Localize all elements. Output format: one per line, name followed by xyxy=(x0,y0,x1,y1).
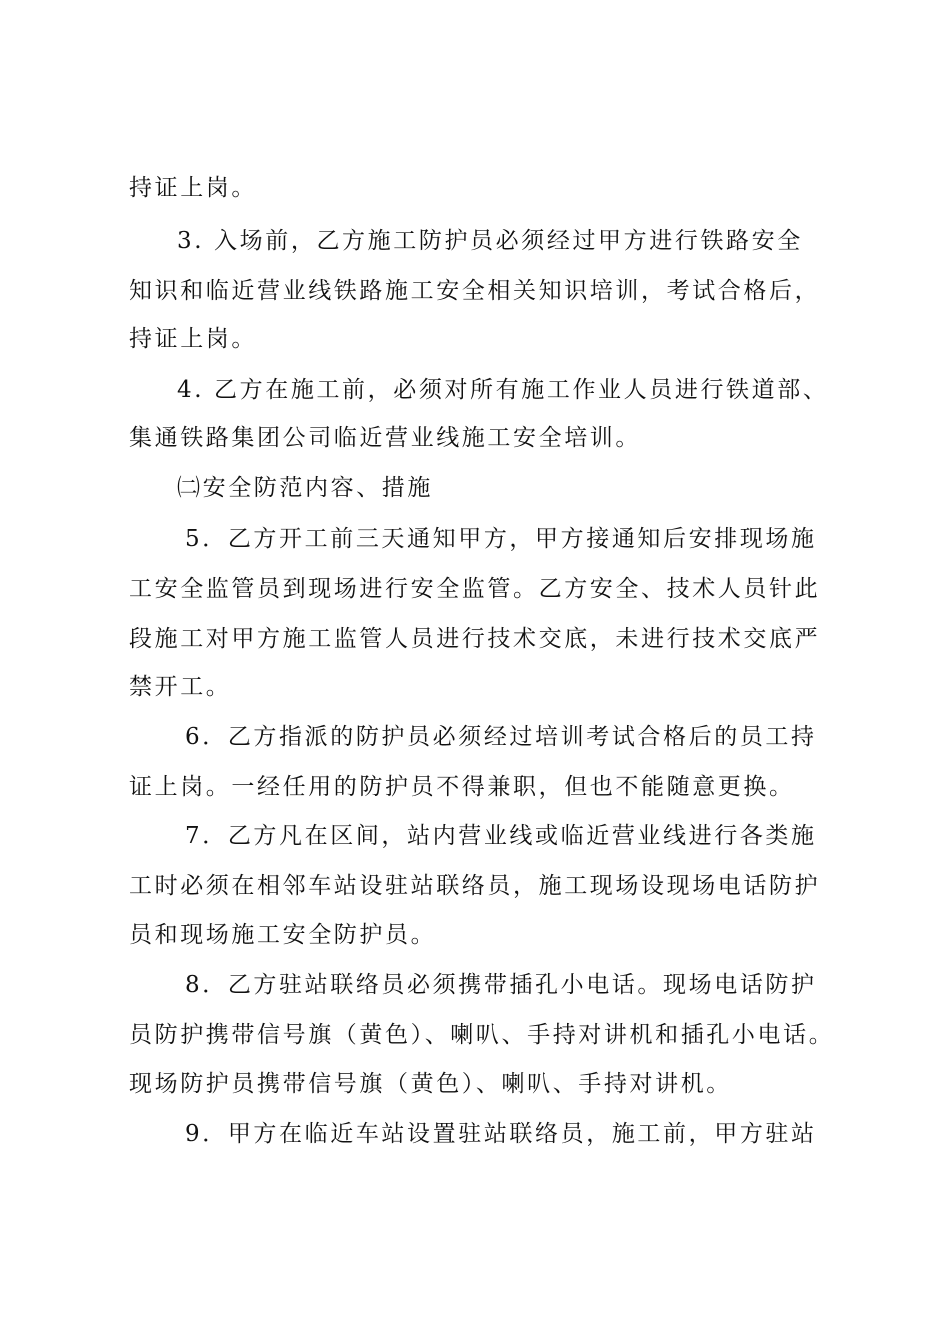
item-6-line-2: 证上岗。一经任用的防护员不得兼职，但也不能随意更换。 xyxy=(129,774,795,800)
item-5-line-1: 5．乙方开工前三天通知甲方，甲方接通知后安排现场施 xyxy=(185,526,817,552)
item-7-line-3: 员和现场施工安全防护员。 xyxy=(129,922,437,948)
item-5-line-2: 工安全监管员到现场进行安全监管。乙方安全、技术人员针此 xyxy=(129,576,821,602)
section-heading: ㈡安全防范内容、措施 xyxy=(177,475,433,501)
item-9-line-1: 9．甲方在临近车站设置驻站联络员，施工前，甲方驻站 xyxy=(185,1121,817,1147)
item-5-line-4: 禁开工。 xyxy=(129,674,232,700)
item-5-line-3: 段施工对甲方施工监管人员进行技术交底，未进行技术交底严 xyxy=(129,626,821,652)
item-8-line-1: 8．乙方驻站联络员必须携带插孔小电话。现场电话防护 xyxy=(185,972,817,998)
item-3-line-3: 持证上岗。 xyxy=(129,326,257,352)
item-3-line-1: 3. 入场前，乙方施工防护员必须经过甲方进行铁路安全 xyxy=(177,228,803,254)
item-3-line-2: 知识和临近营业线铁路施工安全相关知识培训，考试合格后， xyxy=(129,278,821,304)
item-6-line-1: 6．乙方指派的防护员必须经过培训考试合格后的员工持 xyxy=(185,724,817,750)
text-line-1: 持证上岗。 xyxy=(129,175,257,201)
item-8-line-3: 现场防护员携带信号旗（黄色）、喇叭、手持对讲机。 xyxy=(129,1071,732,1097)
item-7-line-1: 7．乙方凡在区间，站内营业线或临近营业线进行各类施 xyxy=(185,823,817,849)
item-7-line-2: 工时必须在相邻车站设驻站联络员，施工现场设现场电话防护 xyxy=(129,873,821,899)
item-4-line-1: 4. 乙方在施工前，必须对所有施工作业人员进行铁道部、 xyxy=(177,377,829,403)
item-4-line-2: 集通铁路集团公司临近营业线施工安全培训。 xyxy=(129,425,641,451)
item-8-line-2: 员防护携带信号旗（黄色）、喇叭、手持对讲机和插孔小电话。 xyxy=(129,1022,835,1048)
